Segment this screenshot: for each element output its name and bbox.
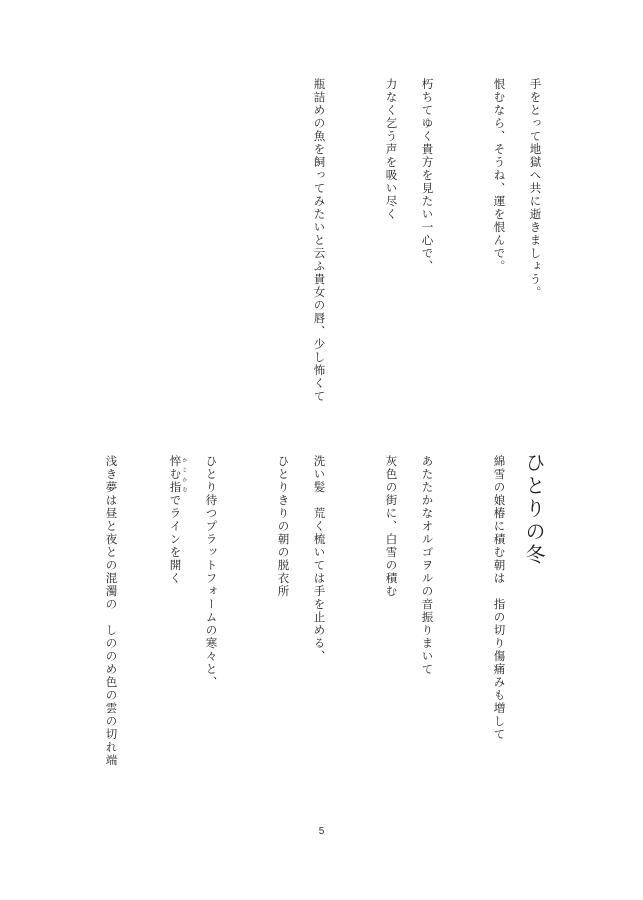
poem-line: 灰色の街に、白雪の積む <box>384 455 399 598</box>
ruby-base: 悴む指 <box>168 455 183 494</box>
poem-line: 恨むなら、そうね、運を恨んで。 <box>492 78 507 273</box>
poem-line: あたたかなオルゴヲルの音振りまいて <box>420 455 435 676</box>
poem-line: 手をとって地獄へ共に逝きましょう。 <box>528 78 543 299</box>
ruby-word <box>168 455 188 494</box>
ruby-reading: かじかむ <box>181 455 188 494</box>
poem-line: 朽ちてゆく貴方を見たい一心で、 <box>420 78 435 273</box>
poem-line: 洗い髪 荒く梳いては手を止める、 <box>312 455 327 663</box>
poem-line: ひとり待つプラットフォームの寒々と、 <box>204 455 219 689</box>
poem-line: 浅き夢は昼と夜との混濁の しののめ色の雲の切れ端 <box>104 455 119 767</box>
poem-line-with-ruby <box>169 455 188 585</box>
poem-title: ひとりの冬 <box>522 452 546 567</box>
poem-line: ひとりきりの朝の脱衣所 <box>276 455 291 598</box>
poem-line: 瓶詰めの魚を飼ってみたいと云ふ貴女の唇、少し怖くて <box>312 78 327 403</box>
poem-line: 力なく乞う声を吸い尽く <box>384 78 399 221</box>
ruby-line-rest: でラインを開く <box>168 494 183 585</box>
poem-line: 綿雪の娘椿に積む朝は 指の切り傷痛みも増して <box>492 455 507 741</box>
page-number: 5 <box>318 826 325 837</box>
